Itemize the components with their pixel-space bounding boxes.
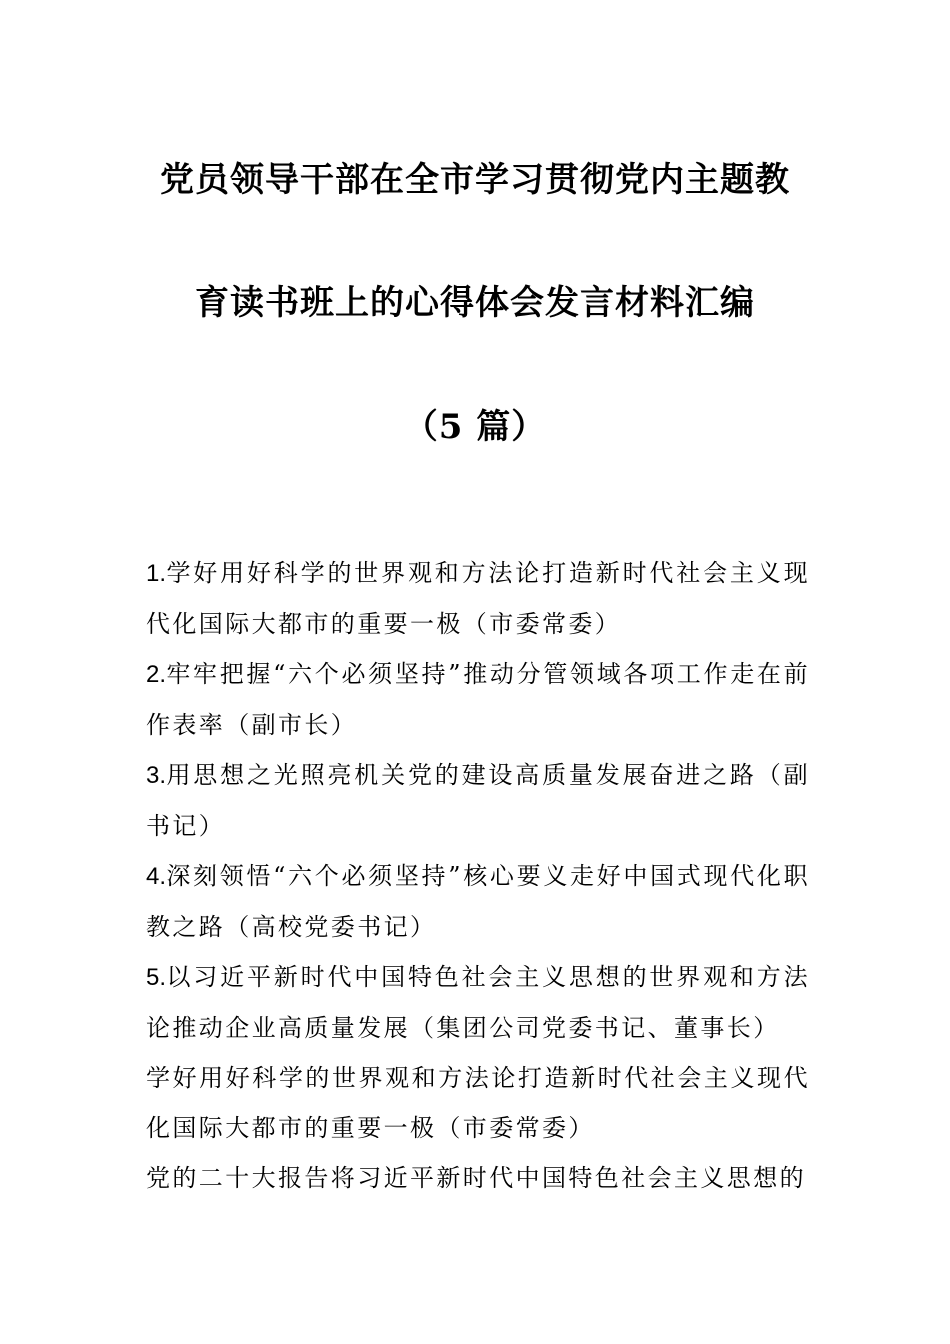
- toc-item-text: 用思想之光照亮机关党的建设高质量发展奋进之路（副书记）: [146, 761, 810, 840]
- document-title-line-1: 党员领导干部在全市学习贯彻党内主题教: [160, 160, 790, 200]
- document-body: [146, 548, 810, 1203]
- toc-item-1: [146, 548, 810, 649]
- toc-item-number: 3.: [146, 762, 167, 789]
- body-paragraph: 党的二十大报告将习近平新时代中国特色社会主义思想的: [146, 1164, 806, 1192]
- toc-item-number: 1.: [146, 560, 167, 587]
- section-heading: 学好用好科学的世界观和方法论打造新时代社会主义现代化国际大都市的重要一极（市委常委）: [146, 1064, 810, 1142]
- toc-item-2: [146, 649, 810, 750]
- toc-item-number: 2.: [146, 661, 167, 688]
- toc-item-3: [146, 750, 810, 851]
- toc-item-number: 4.: [146, 863, 167, 890]
- document-title-line-2: 育读书班上的心得体会发言材料汇编: [195, 283, 755, 323]
- toc-item-number: 5.: [146, 964, 167, 991]
- document-subtitle: （5 篇）: [403, 407, 547, 447]
- toc-item-5: [146, 952, 810, 1053]
- toc-item-4: [146, 851, 810, 952]
- toc-item-text: 以习近平新时代中国特色社会主义思想的世界观和方法论推动企业高质量发展（集团公司党委书记、董事长）: [146, 963, 810, 1042]
- toc-item-text: 学好用好科学的世界观和方法论打造新时代社会主义现代化国际大都市的重要一极（市委常委）: [146, 559, 810, 638]
- toc-item-text: 牢牢把握“六个必须坚持”推动分管领域各项工作走在前作表率（副市长）: [146, 660, 810, 739]
- toc-item-text: 深刻领悟“六个必须坚持”核心要义走好中国式现代化职教之路（高校党委书记）: [146, 862, 810, 941]
